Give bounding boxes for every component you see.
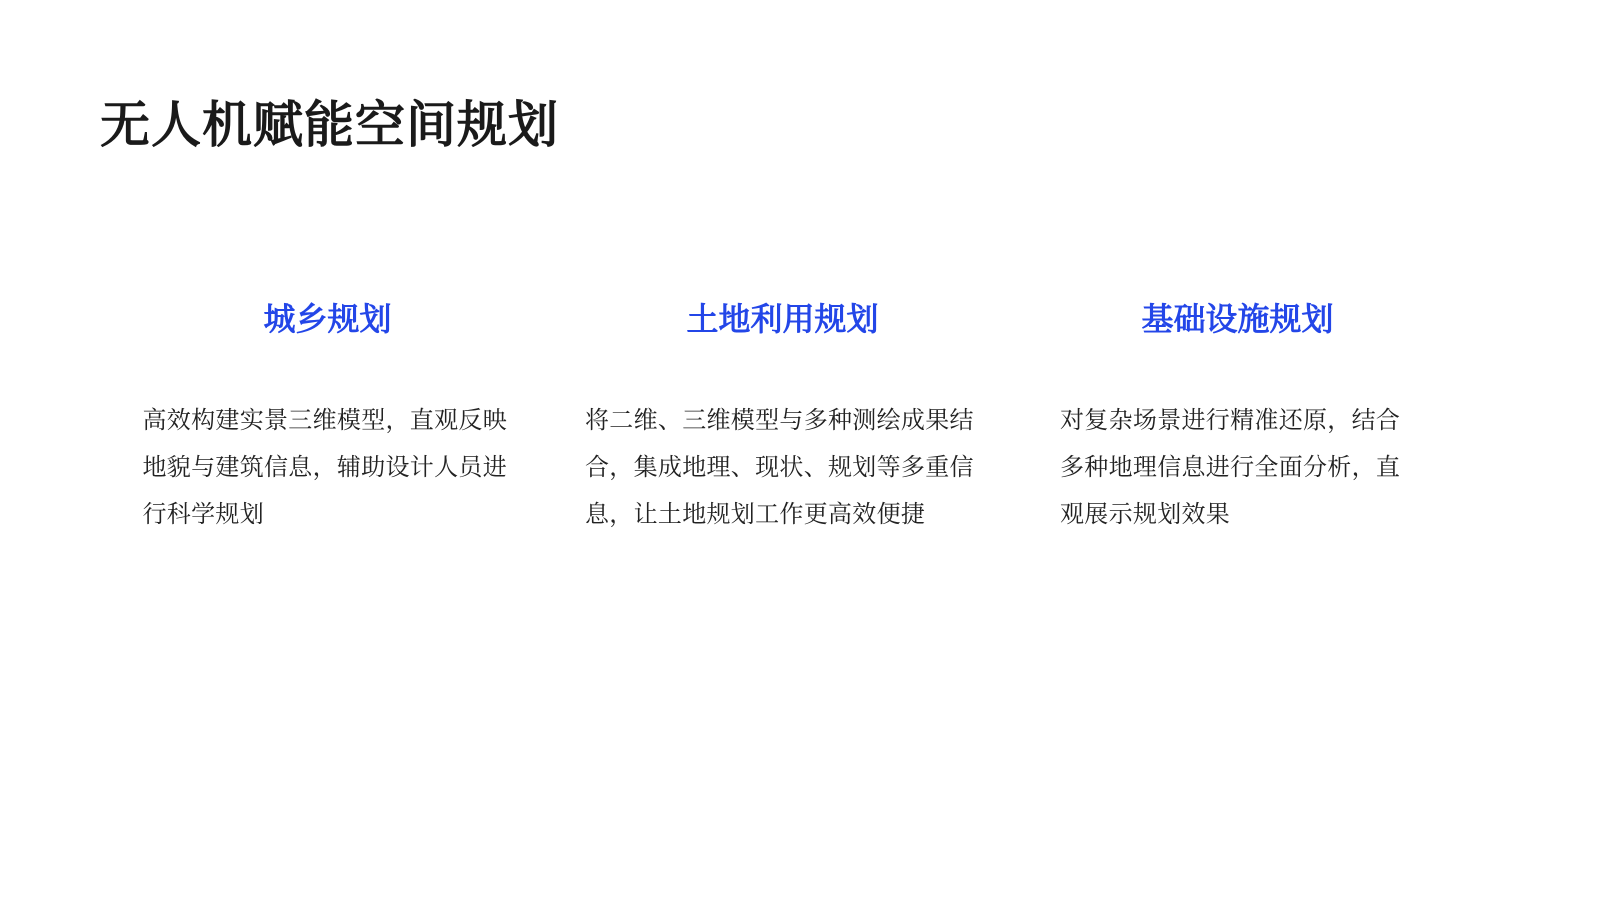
- column-body-text: 将二维、三维模型与多种测绘成果结合，集成地理、现状、规划等多重信息，让土地规划工作更高效便捷: [585, 407, 974, 528]
- column-body-text: 对复杂场景进行精准还原，结合多种地理信息进行全面分析，直观展示规划效果: [1060, 407, 1401, 528]
- columns-container: [100, 300, 1520, 539]
- content-column: [555, 300, 1010, 539]
- page-title: 无人机赋能空间规划: [100, 97, 559, 153]
- column-heading: 基础设施规划: [1141, 301, 1334, 337]
- content-column: [100, 300, 555, 539]
- column-heading: 城乡规划: [263, 301, 392, 337]
- column-body-text: 高效构建实景三维模型，直观反映地貌与建筑信息，辅助设计人员进行科学规划: [142, 407, 507, 528]
- column-heading: 土地利用规划: [686, 301, 879, 337]
- content-column: [1010, 300, 1465, 539]
